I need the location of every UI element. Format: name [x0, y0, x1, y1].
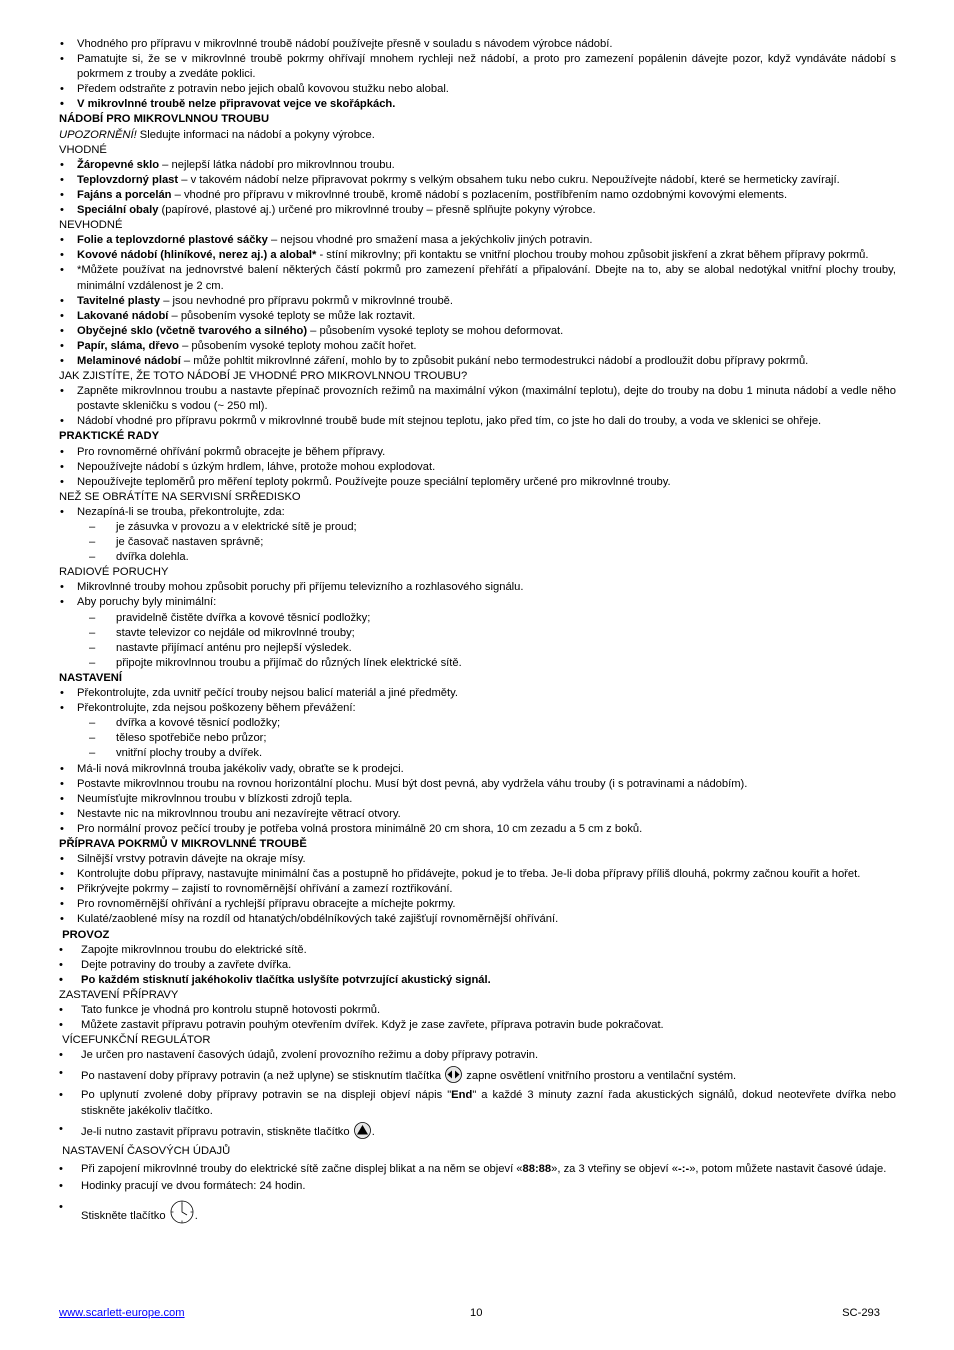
list-item: • Tavitelné plasty – jsou nevhodné pro přípravu pokrmů v mikrovlnné troubě.: [59, 294, 896, 309]
list-item: • Nezapíná-li se trouba, překontrolujte, zda:: [59, 505, 896, 520]
list-item: • Obyčejné sklo (včetně tvarového a silného) – působením vysoké teploty se mohou deformovat.: [59, 324, 896, 339]
list-item: • Tato funkce je vhodná pro kontrolu stupně hotovosti pokrmů.: [59, 1003, 896, 1018]
list-item: • Fajáns a porcelán – vhodné pro přípravu v mikrovlnné troubě, kromě nádobí s pozlacením, postříbřením namo ozdobnými kovovými elements.: [59, 188, 896, 203]
list-item: • Dejte potraviny do trouby a zavřete dvířka.: [59, 958, 896, 973]
list-item: • Speciální obaly (papírové, plastové aj.) určené pro mikrovlnné trouby – přesně splňujte pokyny výrobce.: [59, 203, 896, 218]
sub-list-item: – těleso spotřebiče nebo průzor;: [59, 731, 896, 746]
list-item: • Zapojte mikrovlnnou troubu do elektrické sítě.: [59, 943, 896, 958]
list-item: • Nepoužívejte nádobí s úzkým hrdlem, láhve, protože mohou explodovat.: [59, 460, 896, 475]
section-heading: NASTAVENÍ: [59, 671, 122, 684]
list-item: • Lakované nádobí – působením vysoké teploty se může lak roztavit.: [59, 309, 896, 324]
subsection-heading: VÍCEFUNKČNÍ REGULÁTOR: [59, 1034, 211, 1047]
list-item: • Kovové nádobí (hliníkové, nerez aj.) a alobal* - stíní mikrovlny; při kontaktu se vnitřní plochou trouby mohou způsobit jiskření a zkrat během přípravy pokrmů.: [59, 248, 896, 263]
list-item: • Je určen pro nastavení časových údajů, zvolení provozního režimu a doby přípravy potravin.: [59, 1048, 896, 1063]
subsection-heading: NEVHODNÉ: [59, 219, 123, 232]
subsection-heading: JAK ZJISTÍTE, ŽE TOTO NÁDOBÍ JE VHODNÉ PRO MIKROVLNNOU TROUBU?: [59, 370, 468, 383]
list-item: • Zapněte mikrovlnnou troubu a nastavte přepínač provozních režimů na maximální výkon (maximální teplotu), dejte do trouby na dobu 1 minuta nádobí a vedle něho postavte skleničku s vodou (~ 250 ml).: [59, 384, 896, 414]
section-heading: PŘÍPRAVA POKRMŮ V MIKROVLNNÉ TROUBĚ: [59, 837, 307, 850]
clock-icon: [170, 1200, 194, 1229]
list-item: • Vhodného pro přípravu v mikrovlnné troubě nádobí používejte přesně v souladu s návodem výrobce nádobí.: [59, 37, 896, 52]
list-item: • Můžete zastavit přípravu potravin pouhým otevřením dvířek. Když je zase zavřete, příprava potravin bude pokračovat.: [59, 1018, 896, 1033]
start-arrows-icon: [445, 1066, 462, 1088]
subsection-heading: ZASTAVENÍ PŘÍPRAVY: [59, 988, 179, 1001]
sub-list-item: – nastavte přijímací anténu pro nejlepší výsledek.: [59, 641, 896, 656]
subsection-heading: NASTAVENÍ ČASOVÝCH ÚDAJŮ: [59, 1144, 231, 1157]
document-body: [59, 37, 896, 1229]
list-item: • Postavte mikrovlnnou troubu na rovnou horizontální plochu. Musí být dost pevná, aby vydržela váhu trouby (i s potravinami a nádobím).: [59, 777, 896, 792]
sub-list-item: – stavte televizor co nejdále od mikrovlnné trouby;: [59, 626, 896, 641]
sub-list-item: – připojte mikrovlnnou troubu a přijímač do různých línek elektrické sítě.: [59, 656, 896, 671]
subsection-heading: NEŽ SE OBRÁTÍTE NA SERVISNÍ SRŘEDISKO: [59, 490, 301, 503]
model-number: SC-293: [842, 1307, 880, 1319]
list-item: • Žáropevné sklo – nejlepší látka nádobí pro mikrovlnnou troubu.: [59, 158, 896, 173]
list-item: • V mikrovlnné troubě nelze připravovat vejce ve skořápkách.: [59, 97, 896, 112]
list-item: • Kontrolujte dobu přípravy, nastavujte minimální čas a postupně ho přidávejte, pokud je to třeba. Je-li doba přípravy příliš dlouhá, pokrmy začnou kouřit a hořet.: [59, 867, 896, 882]
page-number: 10: [470, 1307, 483, 1319]
subsection-heading: VHODNÉ: [59, 143, 107, 156]
list-item: • Nádobí vhodné pro přípravu pokrmů v mikrovlnné troubě bude mít stejnou teplotu, jako před tím, co jste ho dali do trouby, a voda ve sklenici se ohřeje.: [59, 414, 896, 429]
list-item: • Překontrolujte, zda uvnitř pečící trouby nejsou balicí materiál a jiné předměty.: [59, 686, 896, 701]
list-item: • Přikrývejte pokrmy – zajistí to rovnoměrnější ohřívání a zamezí roztřikování.: [59, 882, 896, 897]
list-item: • Kulaté/zaoblené mísy na rozdíl od htanatých/obdélníkových také zajišťují rovnoměrnější ohřívání.: [59, 912, 896, 927]
subsection-heading: RADIOVÉ PORUCHY: [59, 566, 169, 579]
list-item: • Nestavte nic na mikrovlnnou troubu ani nezavírejte větrací otvory.: [59, 807, 896, 822]
sub-list-item: – dvířka a kovové těsnicí podložky;: [59, 716, 896, 731]
sub-list-item: – pravidelně čistěte dvířka a kovové těsnicí podložky;: [59, 611, 896, 626]
list-item: • Předem odstraňte z potravin nebo jejich obalů kovovou stužku nebo alobal.: [59, 82, 896, 97]
list-item: • Stiskněte tlačítko .: [59, 1200, 896, 1229]
list-item: • Teplovzdorný plast – v takovém nádobí nelze připravovat pokrmy s velkým obsahem tuku nebo cukru. Nepoužívejte nádobí, které se hermeticky zavírají.: [59, 173, 896, 188]
section-heading: PRAKTICKÉ RADY: [59, 430, 160, 443]
sub-list-item: – vnitřní plochy trouby a dvířek.: [59, 746, 896, 761]
list-item: • Po uplynutí zvolené doby přípravy potravin se na displeji objeví nápis "End" a každé 3 minuty zazní řada akustických signálů, dokud neotevřete dvířka nebo stiskněte jakékoliv tlačítko.: [59, 1088, 896, 1118]
list-item: • Po každém stisknutí jakéhokoliv tlačítka uslyšíte potvrzující akustický signál.: [59, 973, 896, 988]
list-item: • Silnější vrstvy potravin dávejte na okraje mísy.: [59, 852, 896, 867]
website-link[interactable]: www.scarlett-europe.com: [59, 1307, 185, 1319]
sub-list-item: – je časovač nastaven správně;: [59, 535, 896, 550]
list-item: • Nepoužívejte teploměrů pro měření teploty pokrmů. Používejte pouze speciální teploměry určené pro mikrovlnné trouby.: [59, 475, 896, 490]
sub-list-item: – dvířka dolehla.: [59, 550, 896, 565]
list-item: • Při zapojení mikrovlnné trouby do elektrické sítě začne displej blikat a na něm se objeví «88:88», za 3 vteřiny se objeví «-:-», potom můžete nastavit časové údaje.: [59, 1162, 896, 1177]
list-item: • Folie a teplovzdorné plastové sáčky – nejsou vhodné pro smažení masa a jekýchkoliv jiných potravin.: [59, 233, 896, 248]
list-item: • Papír, sláma, dřevo – působením vysoké teploty mohou začít hořet.: [59, 339, 896, 354]
sub-list-item: – je zásuvka v provozu a v elektrické sítě je proud;: [59, 520, 896, 535]
list-item: • Má-li nová mikrovlnná trouba jakékoliv vady, obraťte se k prodejci.: [59, 762, 896, 777]
list-item: • *Můžete používat na jednovrstvé balení některých částí pokrmů pro zamezení přehřátí a připalování. Dbejte na to, aby se alobal nedotýkal vnitřní plochy trouby, minimální vzdálenost je 2 cm.: [59, 263, 896, 293]
list-item: • Neumísťujte mikrovlnnou troubu v blízkosti zdrojů tepla.: [59, 792, 896, 807]
list-item: • Po nastavení doby přípravy potravin (a než uplyne) se stisknutím tlačítka zapne osvětlení vnitřního prostoru a ventilační systém.: [59, 1066, 896, 1088]
section-heading: NÁDOBÍ PRO MIKROVLNNOU TROUBU: [59, 113, 270, 126]
list-item: • Pro rovnoměrnější ohřívání a rychlejší přípravu obracejte a míchejte pokrmy.: [59, 897, 896, 912]
warning-line: UPOZORNĚNÍ! Sledujte informaci na nádobí a pokyny výrobce.: [59, 128, 375, 141]
section-heading: PROVOZ: [59, 928, 110, 941]
list-item: • Melaminové nádobí – může pohltit mikrovlnné záření, mohlo by to způsobit pukání nebo termodestrukci nádobí a prodloužit dobu přípravy pokrmů.: [59, 354, 896, 369]
list-item: • Mikrovlnné trouby mohou způsobit poruchy při příjemu televizního a rozhlasového signálu.: [59, 580, 896, 595]
list-item: • Je-li nutno zastavit přípravu potravin, stiskněte tlačítko .: [59, 1122, 896, 1144]
list-item: • Pro normální provoz pečící trouby je potřeba volná prostora minimálně 20 cm shora, 10 cm zezadu a 5 cm z boků.: [59, 822, 896, 837]
list-item: • Pamatujte si, že se v mikrovlnné troubě pokrmy ohřívají mnohem rychleji než nádobí, a proto pro zamezení popálenin dávejte pozor, když vyndáváte nádobí s pokrmem z trouby a zvedáte poklici.: [59, 52, 896, 82]
list-item: • Hodinky pracují ve dvou formátech: 24 hodin.: [59, 1179, 896, 1194]
list-item: • Pro rovnoměrné ohřívání pokrmů obracejte je během přípravy.: [59, 445, 896, 460]
stop-triangle-icon: [354, 1122, 371, 1144]
list-item: • Aby poruchy byly minimální:: [59, 595, 896, 610]
list-item: • Překontrolujte, zda nejsou poškozeny během převážení:: [59, 701, 896, 716]
